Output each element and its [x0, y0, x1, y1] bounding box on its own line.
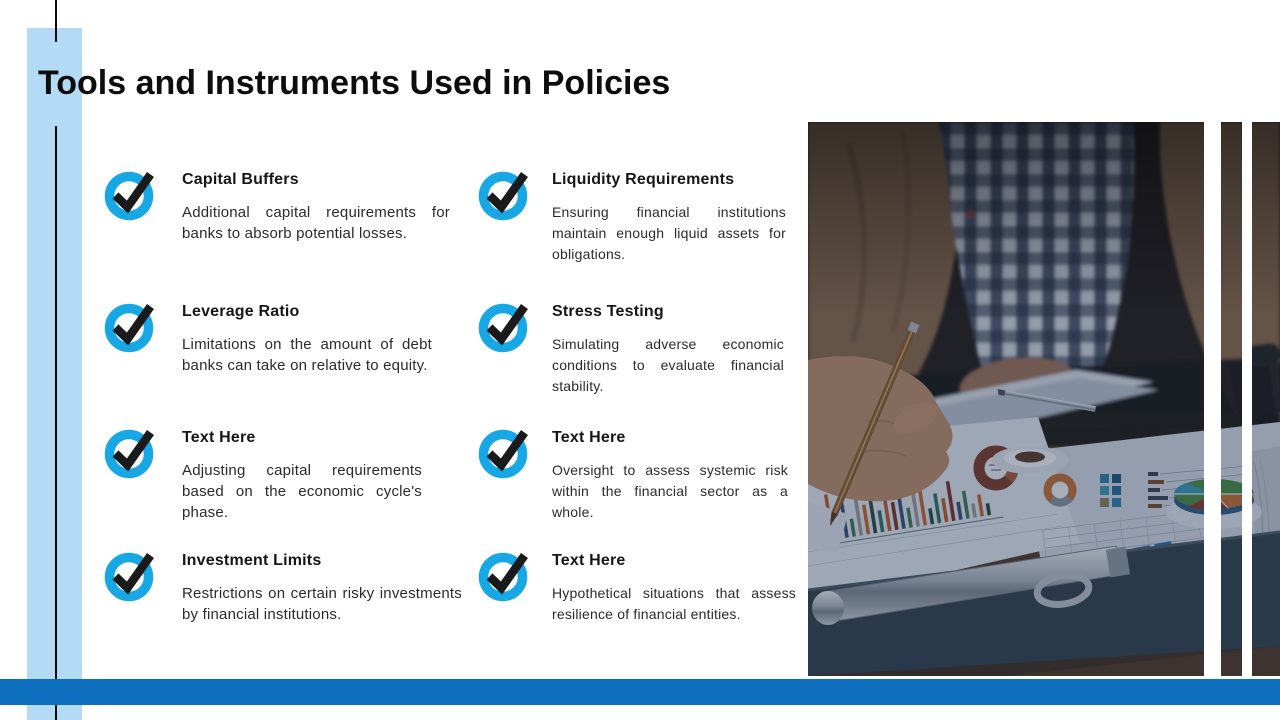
check-circle-icon	[103, 298, 161, 356]
list-item-stress-testing	[477, 298, 784, 397]
item-title: Capital Buffers	[182, 171, 299, 188]
item-description: Adjusting capital requirements based on the economic cycle's phase.	[182, 462, 422, 521]
item-title: Stress Testing	[552, 303, 664, 320]
item-title: Liquidity Requirements	[552, 171, 735, 188]
check-circle-icon	[103, 166, 161, 224]
item-description: Oversight to assess systemic risk within the financial sector as a whole.	[552, 462, 788, 520]
list-item-countercyclical	[103, 424, 422, 523]
item-description: Ensuring financial institutions maintain enough liquid assets for obligations.	[552, 204, 786, 262]
check-circle-icon	[477, 424, 535, 482]
item-title: Investment Limits	[182, 552, 322, 569]
panel-gap	[1204, 122, 1221, 676]
vertical-rule-bottom	[55, 126, 57, 720]
financial-photo-illustration	[808, 122, 1280, 676]
item-description: Limitations on the amount of debt banks can take on relative to equity.	[182, 336, 432, 374]
page-title: Tools and Instruments Used in Policies	[38, 64, 671, 102]
check-circle-icon	[477, 547, 535, 605]
item-title: Text Here	[182, 429, 256, 446]
check-circle-icon	[103, 547, 161, 605]
bottom-accent-bar	[0, 679, 1280, 705]
check-circle-icon	[477, 298, 535, 356]
vertical-rule-top	[55, 0, 57, 42]
list-item-hypothetical-scenarios	[477, 547, 796, 625]
item-title: Text Here	[552, 429, 626, 446]
item-title: Leverage Ratio	[182, 303, 300, 320]
item-description: Simulating adverse economic conditions to evaluate financial stability.	[552, 336, 784, 394]
list-item-leverage-ratio	[103, 298, 432, 376]
item-description: Hypothetical situations that assess resilience of financial entities.	[552, 585, 796, 622]
list-item-systemic-oversight	[477, 424, 788, 523]
panel-gap	[1242, 122, 1252, 676]
check-circle-icon	[103, 424, 161, 482]
photo-financial-analysis	[808, 122, 1280, 676]
item-title: Text Here	[552, 552, 626, 569]
item-description: Additional capital requirements for banks to absorb potential losses.	[182, 204, 450, 242]
list-item-capital-buffers	[103, 166, 450, 244]
list-item-investment-limits	[103, 547, 462, 625]
item-description: Restrictions on certain risky investments by financial institutions.	[182, 585, 462, 623]
check-circle-icon	[477, 166, 535, 224]
list-item-liquidity-requirements	[477, 166, 786, 265]
